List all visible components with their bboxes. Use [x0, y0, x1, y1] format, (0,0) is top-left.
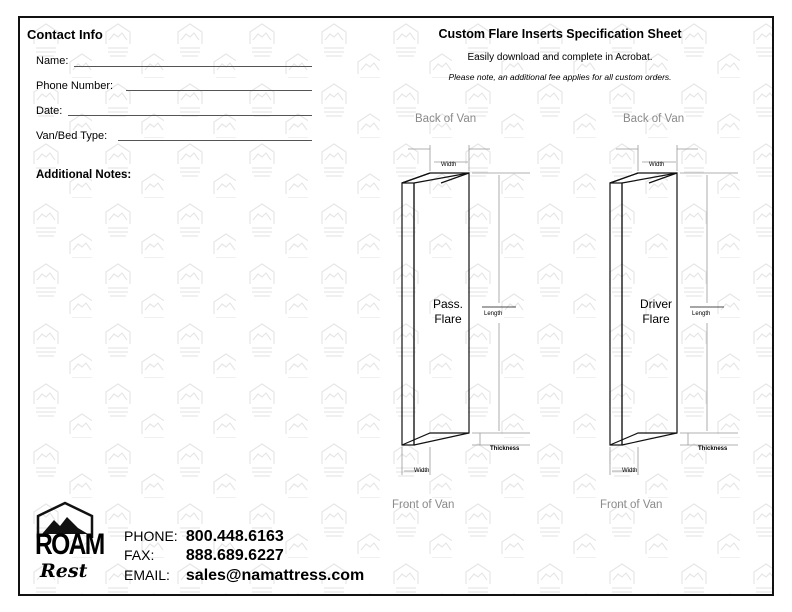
front-of-van-label-driver: Front of Van [600, 499, 663, 511]
van-bed-type-label: Van/Bed Type: [36, 130, 108, 142]
driver-flare-line1: Driver [640, 297, 672, 311]
pass-width-top-label: Width [441, 162, 457, 168]
back-of-van-label-driver: Back of Van [623, 113, 685, 125]
driver-flare-label [628, 297, 684, 327]
logo-roam-text: ROAM [35, 528, 104, 561]
sheet-subtitle: Easily download and complete in Acrobat. [467, 52, 653, 63]
phone-number-field[interactable] [126, 90, 312, 91]
additional-notes-label: Additional Notes: [36, 169, 132, 181]
driver-flare-line2: Flare [642, 312, 670, 326]
back-of-van-label-pass: Back of Van [415, 113, 477, 125]
email-link[interactable]: sales@namattress.com [185, 567, 365, 584]
email-key: EMAIL: [124, 567, 170, 583]
custom-fee-note: Please note, an additional fee applies for all custom orders. [448, 72, 672, 82]
driver-width-top-label: Width [649, 162, 665, 168]
pass-flare-line2: Flare [434, 312, 462, 326]
additional-notes-field[interactable] [36, 186, 366, 486]
driver-length-label: Length [692, 311, 711, 317]
phone-row [124, 528, 284, 546]
date-label: Date: [36, 105, 63, 117]
front-of-van-label-pass: Front of Van [392, 499, 455, 511]
fax-row [124, 547, 284, 565]
date-field[interactable] [68, 115, 312, 116]
driver-thickness-label: Thickness [698, 446, 728, 452]
logo-rest-text: Rest [40, 560, 88, 582]
pass-thickness-label: Thickness [490, 446, 520, 452]
email-row [124, 567, 364, 585]
name-label: Name: [36, 55, 69, 67]
fax-value: 888.689.6227 [185, 547, 284, 564]
pass-length-label: Length [484, 311, 503, 317]
driver-width-bottom-label: Width [622, 468, 638, 474]
pass-width-bottom-label: Width [414, 468, 430, 474]
contact-info-heading: Contact Info [27, 27, 103, 42]
sheet-title: Custom Flare Inserts Specification Sheet [438, 27, 682, 41]
pass-flare-label [420, 297, 476, 327]
phone-key: PHONE: [124, 528, 178, 544]
phone-value: 800.448.6163 [185, 528, 284, 545]
fax-key: FAX: [124, 547, 155, 563]
van-bed-type-field[interactable] [118, 140, 312, 141]
roam-rest-logo [30, 500, 104, 590]
name-field[interactable] [74, 66, 312, 67]
phone-number-label: Phone Number: [36, 80, 114, 92]
pass-flare-line1: Pass. [432, 297, 463, 311]
